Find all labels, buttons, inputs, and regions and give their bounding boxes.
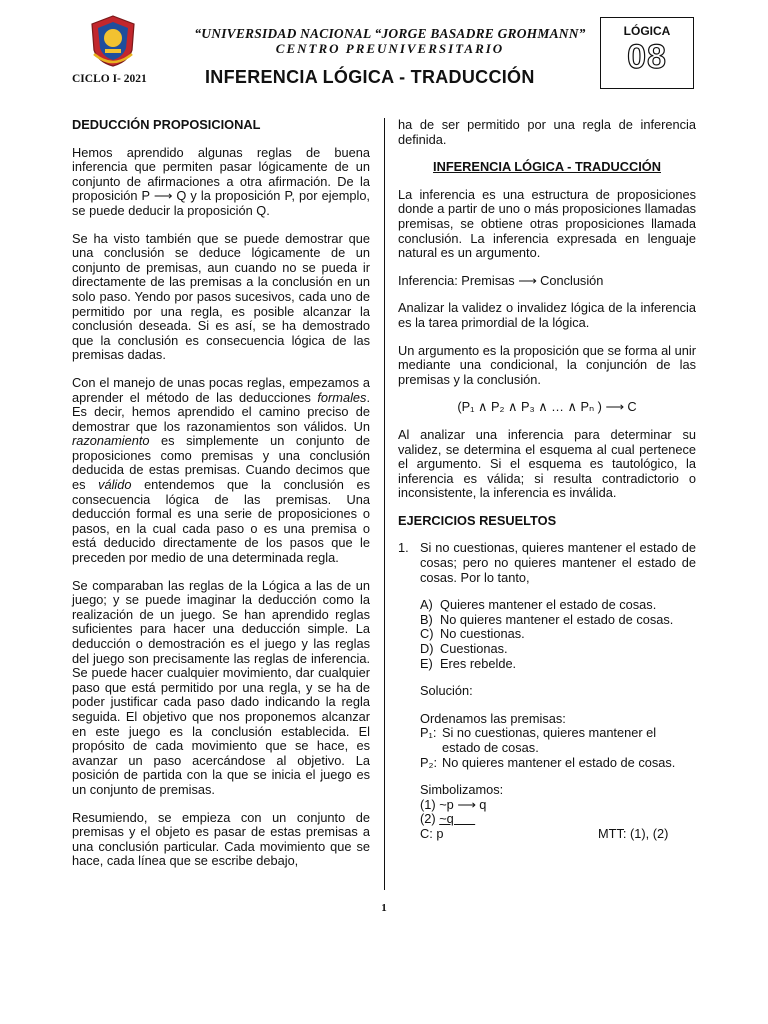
paragraph: Al analizar una inferencia para determinar su validez, se determina el esquema al cual pertenece el argumento. Si el esquema es tautológico, la inferencia es válida; si resulta contradictorio o inconsistente, la inferencia es inválida. — [398, 426, 696, 501]
paragraph: Se comparaban las reglas de la Lógica a las de un juego; y se puede imaginar la deducción como la realización de un juego. Se han aprendido reglas suficientes para hacer una deducción simple. La deducción o demostración es el juego y las reglas del juego son precisamente las reglas de inferencia. Se puede hacer cualquier movimiento, dar cualquier paso que está permitido por una regla, y se ha de poder justificar cada paso dado indicando la regla seguida. El objetivo que nos proponemos alcanzar en este juego es la conclusión establecida. El propósito de cada movimiento que se hace, es avanzar un paso acercándose al objetivo. La posición de partida con la que se inicia el juego es un conjunto de premisas. — [72, 577, 370, 797]
option-a: A) Quieres mantener el estado de cosas. — [420, 597, 657, 613]
page-number: 1 — [381, 902, 387, 914]
symbol-line-1: (1) ~p ⟶ q — [420, 796, 487, 812]
option-b: B) No quieres mantener el estado de cosas. — [420, 611, 674, 627]
page-title: INFERENCIA LÓGICA - TRADUCCIÓN — [205, 67, 535, 87]
argument-formula: (P₁ ∧ P₂ ∧ P₃ ∧ … ∧ Pₙ ) ⟶ C — [457, 399, 637, 415]
cycle-label: CICLO I- 2021 — [72, 73, 147, 85]
solution-label: Solución: — [420, 683, 473, 699]
paragraph: Un argumento es la proposición que se forma al unir mediante una condicional, la conjunción de las premisas y la conclusión. — [398, 342, 696, 387]
university-seal-logo — [88, 14, 138, 68]
paragraph: La inferencia es una estructura de proposiciones donde a partir de uno o más proposiciones llamadas premisas, se obtiene otras proposiciones llamada conclusión. La inferencia expresada en lenguaje natural es un argumento. — [398, 186, 696, 261]
symbol-conclusion: C: p MTT: (1), (2) — [420, 825, 669, 841]
exercise-number: 1. — [398, 540, 409, 556]
section-heading-inferencia: INFERENCIA LÓGICA - TRADUCCIÓN — [433, 159, 661, 175]
options-list — [398, 598, 696, 671]
section-heading-deduccion: DEDUCCIÓN PROPOSICIONAL — [72, 117, 261, 132]
symbol-line-2: (2) ~q — [420, 811, 476, 827]
option-e: E) Eres rebelde. — [420, 655, 517, 671]
option-c: C) No cuestionas. — [420, 626, 525, 642]
paragraph: ha de ser permitido por una regla de inferencia definida. — [398, 117, 696, 147]
premise-1: P₁: Si no cuestionas, quieres mantener el estado de cosas. — [420, 725, 657, 755]
paragraph: Resumiendo, se empieza con un conjunto de premisas y el objeto es pasar de estas premisas a una conclusión particular. Cada movimiento que se hace, cada línea que se escribe debajo, — [72, 809, 370, 869]
column-divider — [384, 118, 385, 890]
mtt-rule: MTT: (1), (2) — [598, 825, 669, 841]
symbolize-label: Simbolizamos: — [420, 782, 504, 798]
center-name: CENTRO PREUNIVERSITARIO — [275, 41, 505, 56]
option-d: D) Cuestionas. — [420, 641, 508, 657]
premise-2: P₂: No quieres mantener el estado de cosas. — [420, 754, 676, 770]
paragraph: Con el manejo de unas pocas reglas, empezamos a aprender el método de las deducciones formales. Es decir, hemos aprendido el camino preciso de demostrar que los razonamientos son válidos. Un razonamiento es simplemente un conjunto de proposiciones como premisas y una conclusión deducida de estas premisas. Cuando decimos que es válido entendemos que la conclusión es consecuencia lógica de las premisas. Una deducción formal es una serie de proposiciones o pasos, en la cual cada paso o es una premisa o está deducido directamente de los pasos que le preceden por medio de una determinada regla. — [72, 374, 370, 566]
subject-box — [600, 17, 694, 89]
paragraph: Hemos aprendido algunas reglas de buena inferencia que permiten pasar lógicamente de un conjunto de afirmaciones a otra afirmación. De la proposición P ⟶ Q y la proposición P, por ejemplo, se puede deducir la proposición Q. — [72, 144, 370, 218]
university-name: “UNIVERSIDAD NACIONAL “JORGE BASADRE GROHMANN” — [194, 26, 586, 41]
exercise-statement: Si no cuestionas, quieres mantener el estado de cosas; pero no quieres mantener el estado de cosas. Por lo tanto, — [420, 540, 696, 585]
exercise-1 — [398, 541, 696, 585]
order-label: Ordenamos las premisas: — [420, 710, 566, 726]
left-column — [72, 118, 370, 882]
right-column — [398, 118, 696, 842]
subject-label: LÓGICA — [623, 24, 671, 38]
paragraph: Analizar la validez o invalidez lógica de la inferencia es la tarea primordial de la lógica. — [398, 300, 696, 330]
paragraph: Inferencia: Premisas ⟶ Conclusión — [398, 272, 604, 288]
section-heading-ejercicios: EJERCICIOS RESUELTOS — [398, 512, 557, 528]
subject-number: 08 — [627, 38, 667, 76]
paragraph: Se ha visto también que se puede demostrar que una conclusión se deduce lógicamente de un conjunto de premisas, aun cuando no se pueda ir directamente de las premisas a la conclusión en un solo paso. Yendo por pasos sucesivos, cada uno de permitido por una regla, es posible alcanzar la conclusión deseada. Si es así, se ha demostrado que la conclusión es consecuencia lógica de las premisas dadas. — [72, 230, 370, 363]
